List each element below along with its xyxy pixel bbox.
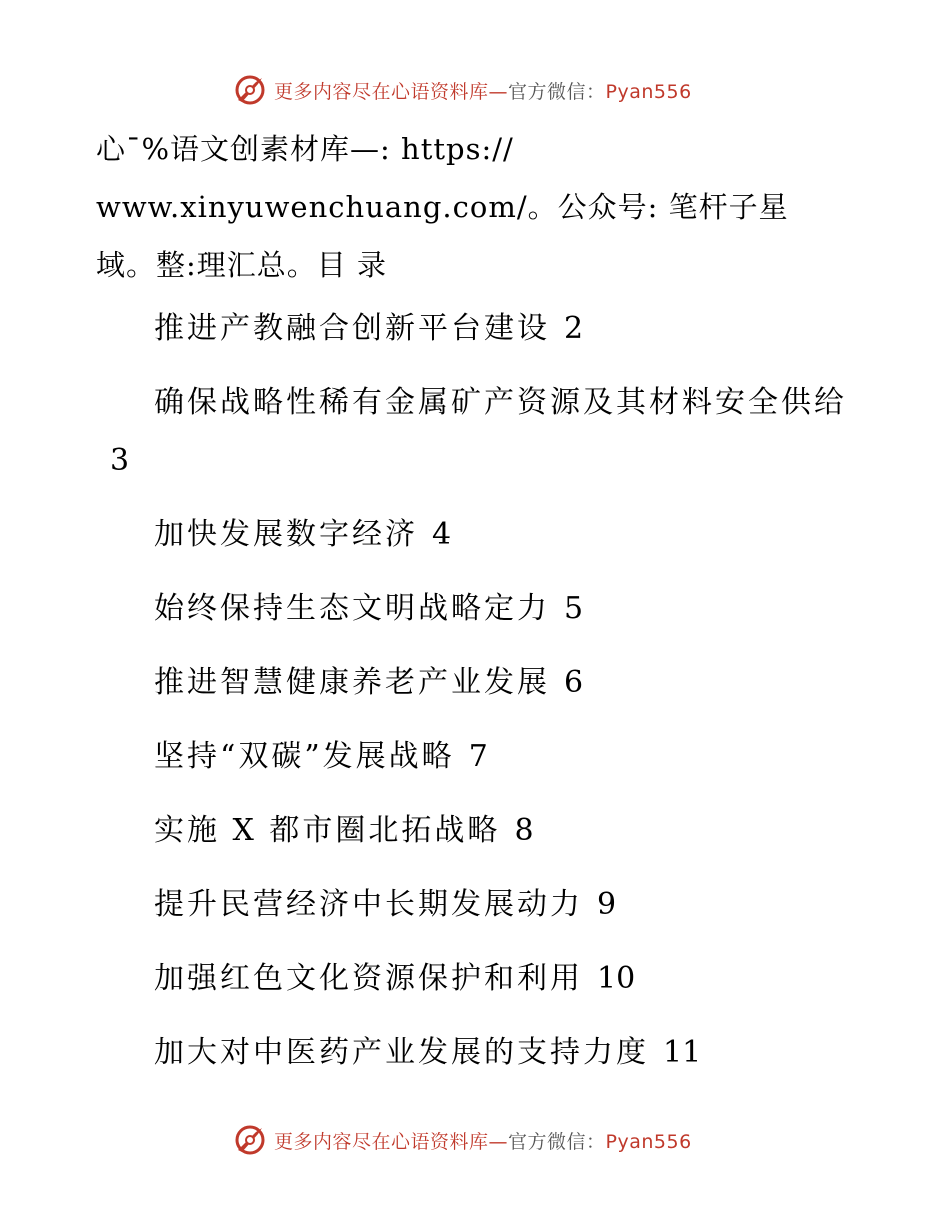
watermark-wechat-label: 官方微信： [508, 1130, 606, 1153]
toc-entry-title: 坚持“双碳”发展战略 [154, 739, 455, 774]
toc-entry-page: 4 [432, 517, 452, 552]
toc-entry-page: 10 [597, 961, 636, 996]
quill-logo-icon [232, 72, 268, 108]
toc-entry-title: 加快发展数字经济 [154, 517, 418, 552]
intro-paragraph [96, 120, 856, 294]
toc-entry[interactable] [96, 374, 856, 490]
toc-entry-page: 8 [514, 813, 534, 848]
toc-entry[interactable] [96, 728, 856, 786]
toc-entry-page: 9 [597, 887, 617, 922]
toc-entry[interactable] [96, 876, 856, 934]
watermark-dash: — [488, 80, 509, 103]
watermark-account: Pyan556 [605, 1130, 692, 1153]
table-of-contents [96, 300, 856, 1098]
toc-entry-title: 推进智慧健康养老产业发展 [154, 665, 550, 700]
intro-line-2: www.xinyuwenchuang.com/。公众号: 笔杆子星 [96, 190, 789, 224]
toc-entry-title: 推进产教融合创新平台建设 [154, 311, 550, 346]
footer-watermark [232, 1120, 692, 1160]
toc-entry[interactable] [96, 300, 856, 358]
watermark-text [274, 1127, 692, 1154]
toc-entry[interactable] [96, 1024, 856, 1082]
intro-line-1: 心¯%语文创素材库—: https:// [96, 132, 514, 166]
toc-entry[interactable] [96, 654, 856, 712]
intro-line-3: 域。整:理汇总。目 录 [96, 248, 387, 282]
watermark-account: Pyan556 [605, 80, 692, 103]
toc-entry-title: 加大对中医药产业发展的支持力度 [154, 1035, 649, 1070]
toc-entry-page: 3 [110, 443, 130, 478]
watermark-wechat-label: 官方微信： [508, 80, 606, 103]
toc-entry-title: 确保战略性稀有金属矿产资源及其材料安全供给 [154, 385, 847, 420]
toc-entry-page: 11 [663, 1035, 702, 1070]
toc-entry[interactable] [96, 506, 856, 564]
toc-entry-title: 加强红色文化资源保护和利用 [154, 961, 583, 996]
toc-entry-page: 6 [564, 665, 584, 700]
toc-entry-page: 2 [564, 311, 584, 346]
watermark-main: 更多内容尽在心语资料库 [274, 1130, 489, 1153]
toc-entry[interactable] [96, 580, 856, 638]
watermark-main: 更多内容尽在心语资料库 [274, 80, 489, 103]
quill-logo-icon [232, 1122, 268, 1158]
toc-entry-title: 实施 X 都市圈北拓战略 [154, 813, 501, 848]
header-watermark [232, 70, 692, 110]
watermark-dash: — [488, 1130, 509, 1153]
toc-entry[interactable] [96, 950, 856, 1008]
toc-entry-page: 7 [468, 739, 488, 774]
toc-entry[interactable] [96, 802, 856, 860]
watermark-text [274, 77, 692, 104]
toc-entry-title: 提升民营经济中长期发展动力 [154, 887, 583, 922]
toc-entry-title: 始终保持生态文明战略定力 [154, 591, 550, 626]
toc-entry-page: 5 [564, 591, 584, 626]
